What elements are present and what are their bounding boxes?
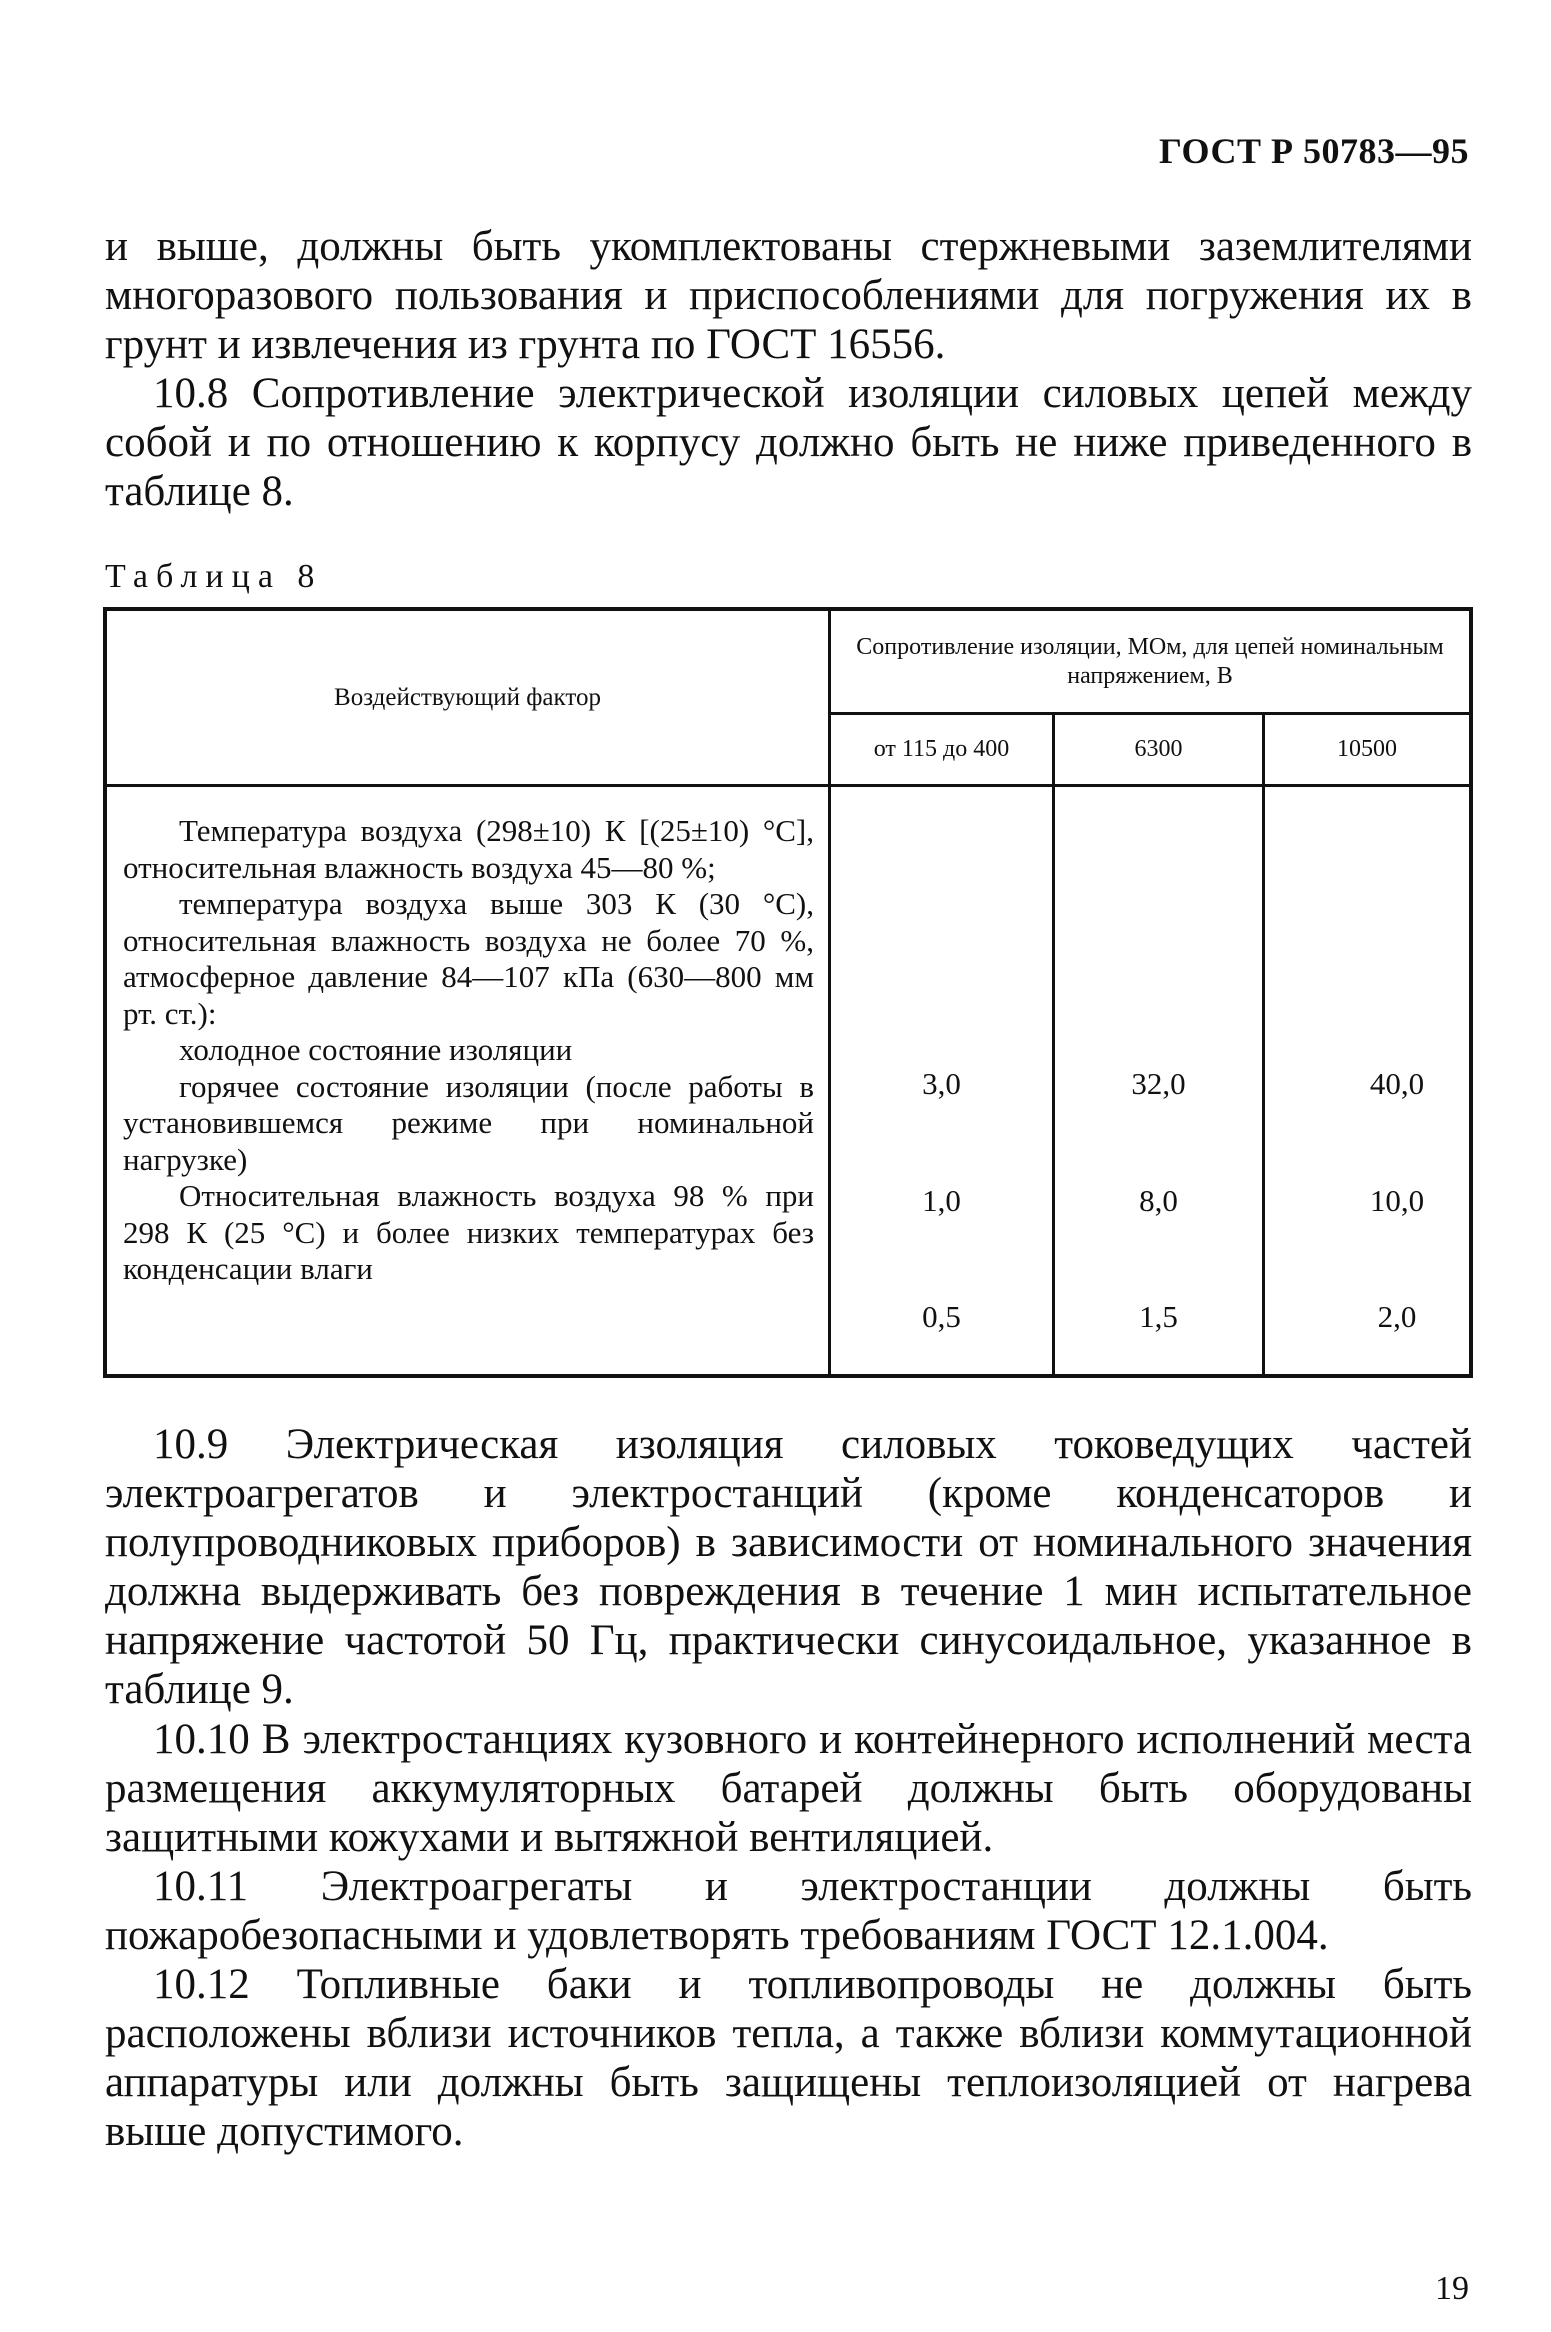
- page-number: 19: [1435, 2270, 1469, 2307]
- values-col-6300: [1054, 786, 1264, 1377]
- cell-value: 0,5: [922, 1299, 961, 1334]
- factor-line-1: Температура воздуха (298±10) К [(25±10) °С], относительная влажность воздуха 45—80 %;: [123, 813, 814, 885]
- cell-value: 10,0: [1369, 1183, 1425, 1218]
- paragraph-10-8: 10.8 Сопротивление электрической изоляции силовых цепей между собой и по отношению к корпусу должно быть не ниже приведенного в таблице 8.: [105, 370, 1472, 515]
- paragraph-10-9: 10.9 Электрическая изоляция силовых токоведущих частей электроагрегатов и электростанций (кроме конденсаторов и полупроводниковых приборов) в зависимости от номинального значения должна выдерживать без повреждения в течение 1 мин испытательное напряжение частотой 50 Гц, практически синусоидальное, указанное в таблице 9.: [105, 1421, 1472, 1713]
- factor-line-2: температура воздуха выше 303 К (30 °С), относительная влажность воздуха не более 70 %, атмосферное давление 84—107 кПа (630—800 мм рт. ст.):: [123, 886, 814, 1031]
- cell-value: 8,0: [1139, 1183, 1178, 1218]
- values-col-10500: [1264, 786, 1472, 1377]
- cell-value: 1,0: [922, 1183, 961, 1218]
- table-8: [103, 607, 1473, 1378]
- factor-line-3: холодное состояние изоляции: [179, 1032, 573, 1067]
- paragraph-10-10: 10.10 В электростанциях кузовного и контейнерного исполнений места размещения аккумуляторных батарей должны быть оборудованы защитными кожухами и вытяжной вентиляцией.: [105, 1716, 1472, 1861]
- factor-line-4: горячее состояние изоляции (после работы в установившемся режиме при номинальной нагрузке): [123, 1068, 814, 1177]
- paragraph-continuation: и выше, должны быть укомплектованы стержневыми заземлителями многоразового пользования и приспособлениями для погружения их в грунт и извлечения из грунта по ГОСТ 16556.: [105, 223, 1472, 368]
- paragraph-10-12: 10.12 Топливные баки и топливопроводы не должны быть расположены вблизи источников тепла, а также вблизи коммутационной аппаратуры или должны быть защищены теплоизоляцией от нагрева выше допустимого.: [105, 1961, 1472, 2155]
- cell-value: 3,0: [922, 1066, 961, 1101]
- header-col-6300: 6300: [1054, 714, 1264, 786]
- header-resistance-group: Сопротивление изоляции, МОм, для цепей номинальным напряжением, В: [830, 609, 1472, 714]
- table-caption: Таблица 8: [105, 558, 323, 595]
- header-col-115-400: от 115 до 400: [830, 714, 1054, 786]
- paragraph-10-11: 10.11 Электроагрегаты и электростанции должны быть пожаробезопасными и удовлетворять требованиям ГОСТ 12.1.004.: [105, 1863, 1472, 1959]
- cell-value: 40,0: [1369, 1066, 1425, 1101]
- cell-value: 32,0: [1131, 1066, 1186, 1101]
- cell-value: 2,0: [1377, 1299, 1417, 1334]
- cell-value: 1,5: [1139, 1299, 1178, 1334]
- document-id: ГОСТ Р 50783—95: [1159, 131, 1469, 171]
- factor-description-cell: [105, 786, 830, 1377]
- header-factor: Воздействующий фактор: [105, 609, 830, 786]
- header-col-10500: 10500: [1264, 714, 1472, 786]
- factor-line-5: Относительная влажность воздуха 98 % при 298 К (25 °С) и более низких температурах без конденсации влаги: [123, 1178, 814, 1286]
- values-col-115-400: [830, 786, 1054, 1377]
